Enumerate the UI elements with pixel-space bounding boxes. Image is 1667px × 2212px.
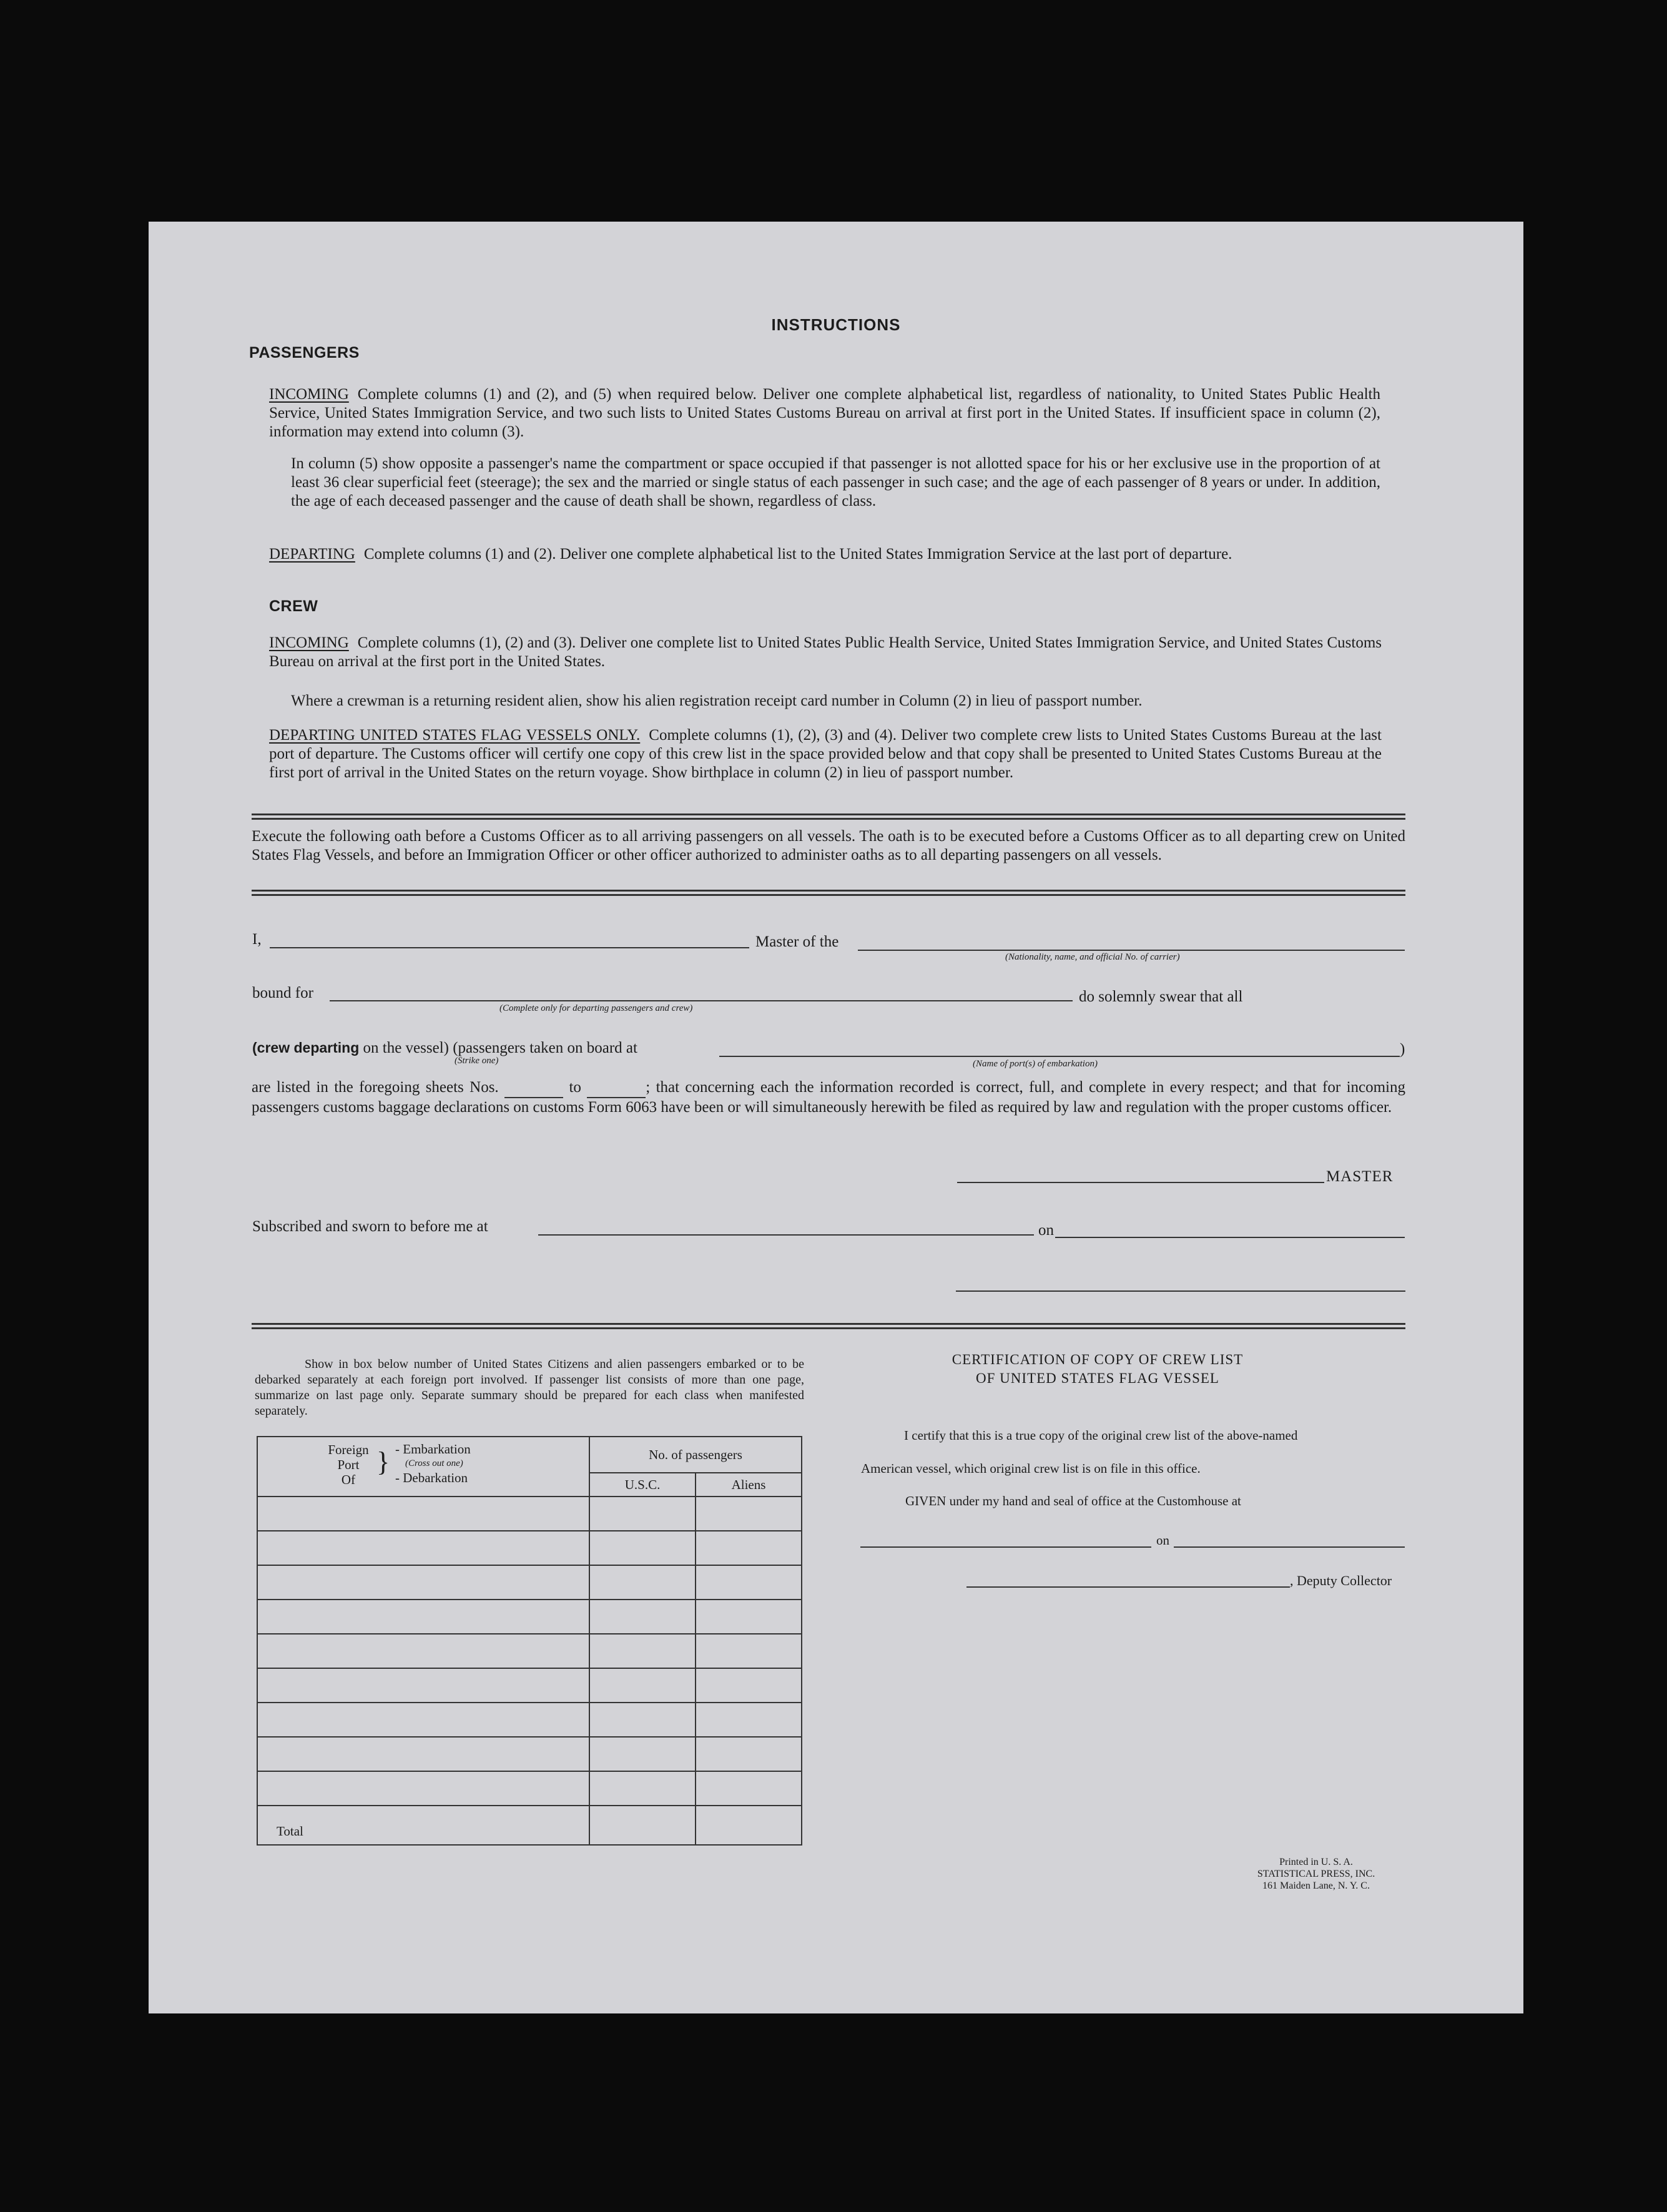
double-rule-top <box>252 814 1405 820</box>
aliens-cell[interactable] <box>696 1703 802 1737</box>
table-row <box>257 1771 802 1806</box>
double-rule-bottom <box>252 1323 1405 1329</box>
table-row <box>257 1703 802 1737</box>
aliens-cell[interactable] <box>696 1565 802 1600</box>
close-paren: ) <box>1400 1041 1405 1058</box>
usc-cell[interactable] <box>589 1600 696 1634</box>
aliens-cell[interactable] <box>696 1737 802 1771</box>
nationality-caption: (Nationality, name, and official No. of carrier) <box>1005 952 1180 962</box>
printer-line1: Printed in U. S. A. <box>1279 1857 1353 1867</box>
table-row <box>257 1497 802 1531</box>
sheet-from-field[interactable] <box>504 1078 563 1098</box>
summary-instruction: Show in box below number of United States Citizens and alien passengers embarked or to be debarked separately at each foreign port involved. If passenger list consists of more than one page, summarize on last page only. Separate summary should be prepared for each class when manifested separately. <box>255 1357 804 1418</box>
usc-header: U.S.C. <box>589 1473 696 1497</box>
given-line: GIVEN under my hand and seal of office at the Customhouse at <box>905 1493 1241 1508</box>
passengers-incoming-paragraph <box>269 385 1380 441</box>
master-of-the-label: Master of the <box>755 933 839 950</box>
complete-only-caption: (Complete only for departing passengers and crew) <box>499 1003 693 1013</box>
certification-title-line1: CERTIFICATION OF COPY OF CREW LIST <box>952 1352 1244 1367</box>
port-cell[interactable] <box>257 1737 589 1771</box>
strike-one-caption: (Strike one) <box>455 1056 499 1066</box>
subscribed-date-line[interactable] <box>1055 1237 1405 1238</box>
ports-line[interactable] <box>719 1056 1400 1057</box>
cert-date-line[interactable] <box>1174 1546 1405 1548</box>
port-cell[interactable] <box>257 1634 589 1668</box>
passengers-incoming-text: Complete columns (1) and (2), and (5) when required below. Deliver one complete alphabetical list, regardless of nationality, to United States Public Health Service, United States Immigration Service, and two such lists to United States Customs Bureau on arrival at first port in the United States. If insufficient space in column (2), information may extend into column (3). <box>269 386 1380 440</box>
crew-incoming-text: Complete columns (1), (2) and (3). Deliver one complete list to United States Public Health Service, United States Immigration Service, and United States Customs Bureau on arrival at the first port in the United States. <box>269 634 1382 670</box>
port-label: Port <box>337 1457 360 1472</box>
usc-cell[interactable] <box>589 1771 696 1806</box>
crew-resident-paragraph: Where a crewman is a returning resident alien, show his alien registration receipt card number in Column (2) in lieu of passport number. <box>291 692 1143 709</box>
table-row <box>257 1600 802 1634</box>
deputy-collector-label: , Deputy Collector <box>1290 1573 1392 1588</box>
port-cell[interactable] <box>257 1668 589 1703</box>
passengers-departing-label: DEPARTING <box>269 546 355 563</box>
usc-cell[interactable] <box>589 1565 696 1600</box>
passengers-column5-paragraph: In column (5) show opposite a passenger's name the compartment or space occupied if that passenger is not allotted space for his or her exclusive use in the proportion of at least 36 clear superficial feet (steerage); the sex and the married or single status of each passenger in such case; and the age of each passenger of 8 years or under. In addition, the age of each deceased passenger and the cause of death shall be shown, regardless of class. <box>291 455 1380 509</box>
cert-on-label: on <box>1156 1533 1169 1548</box>
deputy-signature-line[interactable] <box>966 1586 1290 1588</box>
certify-line2: American vessel, which original crew list is on file in this office. <box>861 1461 1201 1476</box>
total-label: Total <box>257 1806 589 1845</box>
table-row <box>257 1668 802 1703</box>
total-usc-cell[interactable] <box>589 1806 696 1845</box>
passengers-taken: (passengers taken on board at <box>453 1040 637 1056</box>
do-solemnly-label: do solemnly swear that all <box>1079 988 1243 1005</box>
cross-out-caption: (Cross out one) <box>405 1458 463 1468</box>
listed-paragraph <box>252 1078 1405 1117</box>
passengers-departing-text: Complete columns (1) and (2). Deliver one complete alphabetical list to the United States Immigration Service at the last port of departure. <box>363 546 1232 563</box>
port-cell[interactable] <box>257 1771 589 1806</box>
port-cell[interactable] <box>257 1531 589 1565</box>
aliens-header: Aliens <box>696 1473 802 1497</box>
crew-departing-label: DEPARTING UNITED STATES FLAG VESSELS ONLY. <box>269 727 641 744</box>
master-name-line[interactable] <box>270 947 749 948</box>
port-cell[interactable] <box>257 1600 589 1634</box>
double-rule-middle <box>252 890 1405 896</box>
printer-imprint <box>1210 1856 1422 1892</box>
passengers-departing-paragraph <box>269 545 1380 564</box>
name-of-ports-caption: (Name of port(s) of embarkation) <box>973 1059 1098 1069</box>
officer-signature-line[interactable] <box>956 1290 1405 1292</box>
i-label: I, <box>252 931 262 948</box>
table-row <box>257 1565 802 1600</box>
usc-cell[interactable] <box>589 1703 696 1737</box>
aliens-cell[interactable] <box>696 1531 802 1565</box>
certification-title-line2: OF UNITED STATES FLAG VESSEL <box>976 1370 1219 1386</box>
printer-line3: 161 Maiden Lane, N. Y. C. <box>1262 1880 1370 1891</box>
subscribed-on-label: on <box>1038 1222 1054 1239</box>
instructions-title: INSTRUCTIONS <box>771 315 901 334</box>
port-cell[interactable] <box>257 1565 589 1600</box>
port-cell[interactable] <box>257 1497 589 1531</box>
foreign-label: Foreign <box>328 1442 369 1457</box>
carrier-line[interactable] <box>858 950 1405 951</box>
bound-for-line[interactable] <box>330 1000 1073 1001</box>
debarkation-label: - Debarkation <box>395 1470 468 1485</box>
master-label: MASTER <box>1326 1168 1394 1185</box>
on-the-vessel: on the vessel) <box>363 1040 449 1056</box>
aliens-cell[interactable] <box>696 1771 802 1806</box>
embarkation-label: - Embarkation <box>395 1442 471 1457</box>
aliens-cell[interactable] <box>696 1600 802 1634</box>
crew-departing-paragraph <box>269 726 1382 782</box>
subscribed-place-line[interactable] <box>538 1234 1034 1236</box>
listed-prefix: are listed in the foregoing sheets Nos. <box>252 1079 499 1096</box>
usc-cell[interactable] <box>589 1497 696 1531</box>
usc-cell[interactable] <box>589 1634 696 1668</box>
certification-title <box>873 1350 1322 1388</box>
aliens-cell[interactable] <box>696 1668 802 1703</box>
oath-execute-paragraph: Execute the following oath before a Customs Officer as to all arriving passengers on all vessels. The oath is to be executed before a Customs Officer as to all departing crew on United States Flag Vessels, and before an Immigration Officer or other officer authorized to administer oaths as to all departing passengers on all vessels. <box>252 828 1405 863</box>
table-row <box>257 1531 802 1565</box>
crew-incoming-paragraph <box>269 634 1382 671</box>
brace-glyph: } <box>376 1447 390 1477</box>
form-sheet <box>149 222 1523 2013</box>
listed-suffix: ; that concerning each the information recorded is correct, full, and complete in every respect; and that for incoming passengers customs baggage declarations on customs Form 6063 have been or will simultaneously herewith be filed as required by law and regulation with the proper customs officer. <box>252 1079 1406 1116</box>
printer-line2: STATISTICAL PRESS, INC. <box>1257 1869 1375 1879</box>
crew-departing-bold: (crew departing <box>252 1040 360 1056</box>
customhouse-line[interactable] <box>860 1546 1151 1548</box>
aliens-cell[interactable] <box>696 1497 802 1531</box>
bound-for-label: bound for <box>252 985 313 1001</box>
to-word: to <box>569 1079 581 1096</box>
table-row <box>257 1634 802 1668</box>
strike-line <box>252 1040 637 1057</box>
sheet-to-field[interactable] <box>587 1078 646 1098</box>
aliens-cell[interactable] <box>696 1634 802 1668</box>
crew-departing-text: Complete columns (1), (2), (3) and (4). Deliver two complete crew lists to United States Customs Bureau at the last port of departure. The Customs officer will certify one copy of this crew list in the space provided below and that copy shall be presented to United States Customs Bureau at the first port of arrival in the United States on the return voyage. Show birthplace in column (2) in lieu of passport number. <box>269 727 1382 781</box>
total-aliens-cell[interactable] <box>696 1806 802 1845</box>
crew-heading: CREW <box>269 597 318 615</box>
passenger-summary-table <box>257 1436 802 1846</box>
usc-cell[interactable] <box>589 1737 696 1771</box>
port-header-cell <box>257 1437 589 1497</box>
certify-line1: I certify that this is a true copy of the original crew list of the above-named <box>904 1428 1298 1443</box>
crew-incoming-label: INCOMING <box>269 634 349 651</box>
no-passengers-header: No. of passengers <box>589 1437 802 1473</box>
usc-cell[interactable] <box>589 1531 696 1565</box>
usc-cell[interactable] <box>589 1668 696 1703</box>
passengers-incoming-label: INCOMING <box>269 386 349 403</box>
passengers-heading: PASSENGERS <box>249 344 360 361</box>
master-signature-line[interactable] <box>957 1182 1324 1183</box>
subscribed-label: Subscribed and sworn to before me at <box>252 1218 488 1235</box>
table-row <box>257 1737 802 1771</box>
of-label: Of <box>341 1472 356 1487</box>
port-cell[interactable] <box>257 1703 589 1737</box>
total-row <box>257 1806 802 1845</box>
